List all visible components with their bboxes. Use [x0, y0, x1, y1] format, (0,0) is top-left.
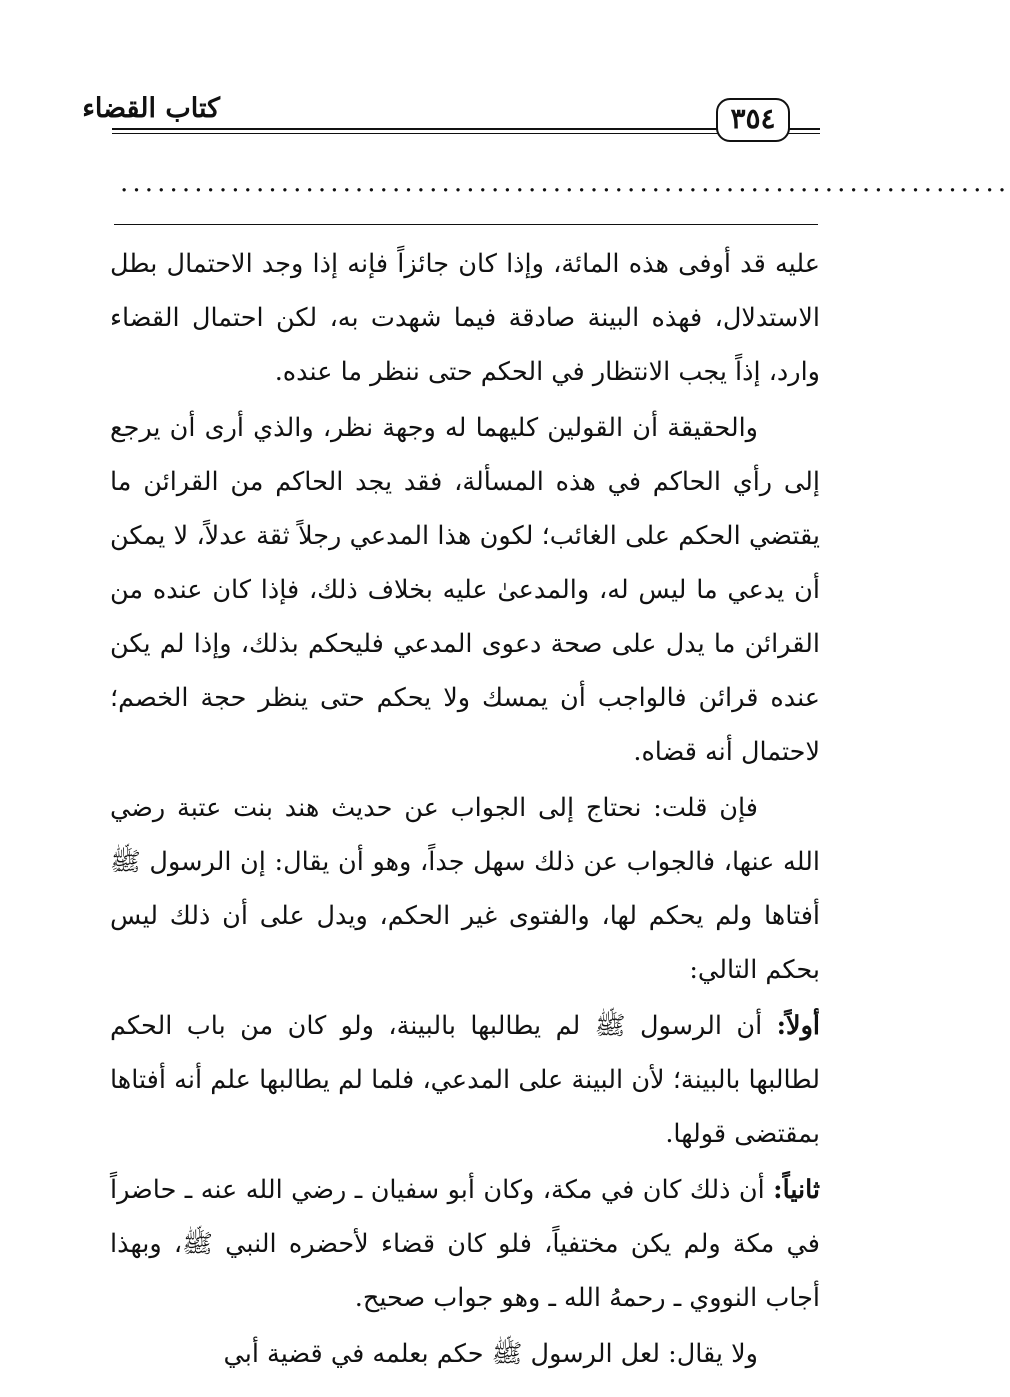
- paragraph-1: عليه قد أوفى هذه المائة، وإذا كان جائزاً فإنه إذا وجد الاحتمال بطل الاستدلال، فهذه البينة صادقة فيما شهدت به، لكن احتمال القضاء وارد، إذاً يجب الانتظار في الحكم حتى ننظر ما عنده.: [110, 249, 820, 387]
- header-rule-thin: [112, 133, 820, 134]
- paragraph-6: ولا يقال: لعل الرسول ﷺ حكم بعلمه في قضية أبي: [223, 1339, 758, 1369]
- body-text: [110, 237, 820, 1383]
- paragraph-4-lead: أولاً:: [776, 1011, 820, 1041]
- paragraph-3: فإن قلت: نحتاج إلى الجواب عن حديث هند بنت عتبة رضي الله عنها، فالجواب عن ذلك سهل جداً، وهو أن يقال: إن الرسول ﷺ أفتاها ولم يحكم لها، والفتوى غير الحكم، ويدل على أن ذلك ليس بحكم التالي:: [110, 793, 820, 985]
- paragraph-2: والحقيقة أن القولين كليهما له وجهة نظر، والذي أرى أن يرجع إلى رأي الحاكم في هذه المسألة، فقد يجد الحاكم من القرائن ما يقتضي الحكم على الغائب؛ لكون هذا المدعي رجلاً ثقة عدلاً، لا يمكن أن يدعي ما ليس له، والمدعىٰ عليه بخلاف ذلك، فإذا كان عنده من القرائن ما يدل على صحة دعوى المدعي فليحكم بذلك، وإذا لم يكن عنده قرائن فالواجب أن يمسك ولا يحكم حتى ينظر حجة الخصم؛ لاحتمال أنه قضاه.: [110, 413, 820, 767]
- paragraph-4-text: أن الرسول ﷺ لم يطالبها بالبينة، ولو كان من باب الحكم لطالبها بالبينة؛ لأن البينة على المدعي، فلما لم يطالبها علم أنه أفتاها بمقتضى قولها.: [110, 1011, 820, 1149]
- paragraph-5-text: أن ذلك كان في مكة، وكان أبو سفيان ـ رضي الله عنه ـ حاضراً في مكة ولم يكن مختفياً، فلو كان قضاء لأحضره النبي ﷺ، وبهذا أجاب النووي ـ رحمهُ الله ـ وهو جواب صحيح.: [110, 1175, 820, 1313]
- paragraph-4: [110, 999, 820, 1161]
- separator-line: [114, 224, 818, 225]
- paragraph-5: [110, 1163, 820, 1325]
- page-header: [82, 92, 820, 148]
- header-rule-thick: [112, 128, 820, 130]
- running-title: كتاب القضاء: [82, 93, 220, 124]
- paragraph-5-lead: ثانياً:: [773, 1175, 820, 1205]
- footnote-dots: ........................................................................: [120, 168, 1010, 198]
- page-number: ٣٥٤: [716, 98, 790, 142]
